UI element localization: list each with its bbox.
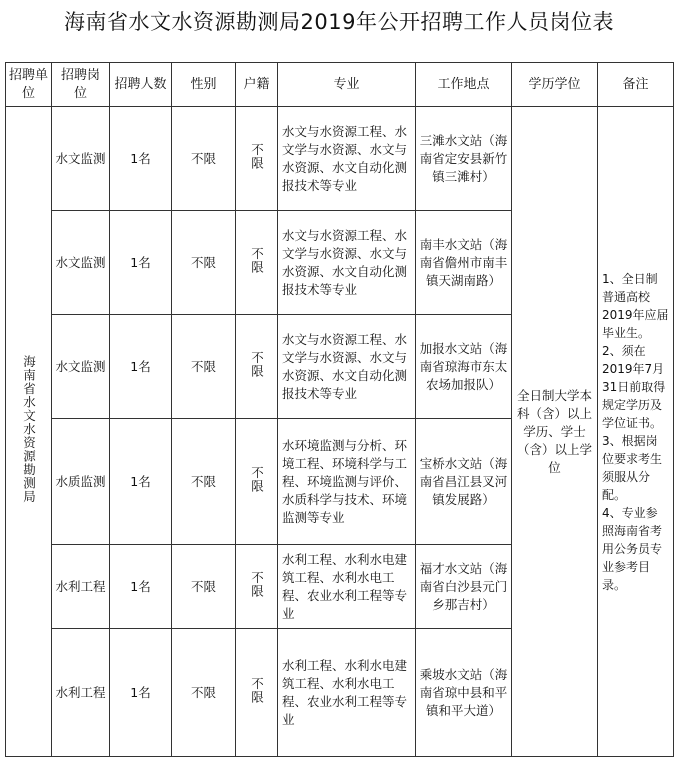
- location-cell: 三滩水文站（海南省定安县新竹镇三滩村）: [416, 107, 512, 211]
- header-edu: 学历学位: [512, 63, 598, 107]
- page-title: 海南省水文水资源勘测局2019年公开招聘工作人员岗位表: [64, 10, 614, 34]
- positions-table: [5, 62, 674, 757]
- header-location: 工作地点: [416, 63, 512, 107]
- major-cell: 水利工程、水利水电建筑工程、水利水电工程、农业水利工程等专业: [278, 545, 416, 629]
- location-cell: 乘坡水文站（海南省琼中县和平镇和平大道）: [416, 629, 512, 757]
- header-remark: 备注: [598, 63, 674, 107]
- huji-text: 不限: [249, 676, 265, 704]
- location-cell: 加报水文站（海南省琼海市东太农场加报队）: [416, 315, 512, 419]
- gender-cell: 不限: [172, 629, 236, 757]
- location-cell: 宝桥水文站（海南省昌江县叉河镇发展路）: [416, 419, 512, 545]
- count-cell: 1名: [110, 545, 172, 629]
- huji-text: 不限: [249, 465, 265, 493]
- unit-name: 海南省水文水资源勘测局: [21, 354, 37, 504]
- header-post: 招聘岗位: [52, 63, 110, 107]
- huji-text: 不限: [249, 246, 265, 274]
- major-cell: 水文与水资源工程、水文学与水资源、水文与水资源、水文自动化测报技术等专业: [278, 315, 416, 419]
- major-cell: 水利工程、水利水电建筑工程、水利水电工程、农业水利工程等专业: [278, 629, 416, 757]
- huji-cell: [236, 629, 278, 757]
- remark-item: 3、根据岗位要求考生须服从分配。: [602, 433, 663, 502]
- gender-cell: 不限: [172, 419, 236, 545]
- gender-cell: 不限: [172, 545, 236, 629]
- huji-cell: [236, 211, 278, 315]
- post-cell: 水文监测: [52, 211, 110, 315]
- gender-cell: 不限: [172, 315, 236, 419]
- major-cell: 水环境监测与分析、环境工程、环境科学与工程、环境监测与评价、水质科学与技术、环境监测等专业: [278, 419, 416, 545]
- post-cell: 水文监测: [52, 107, 110, 211]
- remark-item: 1、全日制普通高校2019年应届毕业生。: [602, 271, 669, 340]
- header-major: 专业: [278, 63, 416, 107]
- huji-cell: [236, 419, 278, 545]
- huji-text: 不限: [249, 570, 265, 598]
- header-row: [6, 63, 674, 107]
- post-cell: 水质监测: [52, 419, 110, 545]
- unit-cell: [6, 107, 52, 757]
- major-cell: 水文与水资源工程、水文学与水资源、水文与水资源、水文自动化测报技术等专业: [278, 211, 416, 315]
- count-cell: 1名: [110, 629, 172, 757]
- location-cell: 南丰水文站（海南省儋州市南丰镇天湖南路）: [416, 211, 512, 315]
- header-huji: 户籍: [236, 63, 278, 107]
- remark-cell: [598, 107, 674, 757]
- edu-cell: 全日制大学本科（含）以上学历、学士（含）以上学位: [512, 107, 598, 757]
- huji-cell: [236, 315, 278, 419]
- post-cell: 水利工程: [52, 629, 110, 757]
- header-gender: 性别: [172, 63, 236, 107]
- post-cell: 水文监测: [52, 315, 110, 419]
- huji-cell: [236, 107, 278, 211]
- huji-text: 不限: [249, 350, 265, 378]
- location-cell: 福才水文站（海南省白沙县元门乡那吉村）: [416, 545, 512, 629]
- header-unit: 招聘单位: [6, 63, 52, 107]
- huji-text: 不限: [249, 142, 265, 170]
- count-cell: 1名: [110, 419, 172, 545]
- post-cell: 水利工程: [52, 545, 110, 629]
- remark-item: 2、须在2019年7月31日前取得规定学历及学位证书。: [602, 343, 666, 430]
- gender-cell: 不限: [172, 211, 236, 315]
- count-cell: 1名: [110, 107, 172, 211]
- gender-cell: 不限: [172, 107, 236, 211]
- count-cell: 1名: [110, 211, 172, 315]
- huji-cell: [236, 545, 278, 629]
- count-cell: 1名: [110, 315, 172, 419]
- table-row: [6, 107, 674, 211]
- remark-item: 4、专业参照海南省考用公务员专业参考目录。: [602, 505, 663, 592]
- major-cell: 水文与水资源工程、水文学与水资源、水文与水资源、水文自动化测报技术等专业: [278, 107, 416, 211]
- header-count: 招聘人数: [110, 63, 172, 107]
